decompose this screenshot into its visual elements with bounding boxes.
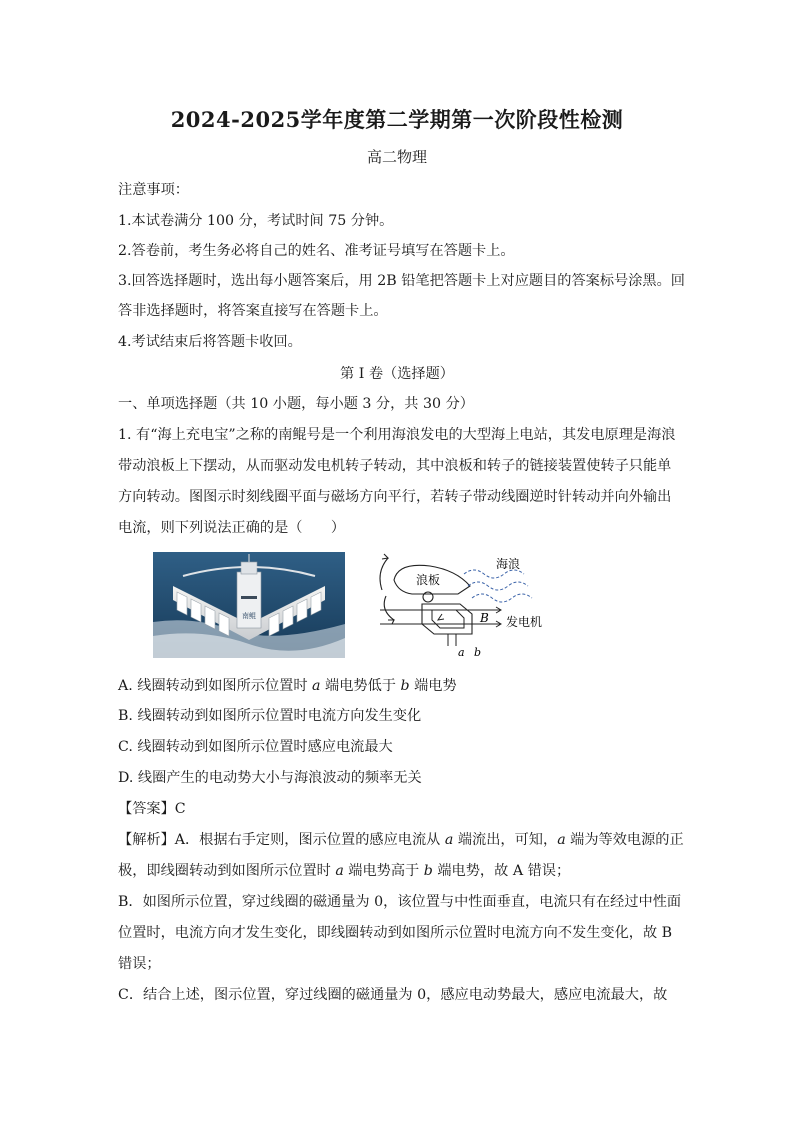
label-board: 浪板 — [416, 573, 441, 587]
subject-title: 高二物理 — [366, 148, 427, 166]
analysis-line-2: 极，即线圈转动到如图所示位置时 a 端电势高于 b 端电势，故 A 错误； — [118, 863, 571, 879]
generator-diagram — [372, 548, 562, 660]
option-c: C. 线圈转动到如图所示位置时感应电流最大 — [118, 739, 393, 755]
analysis-line-1: 【解析】A．根据右手定则，图示位置的感应电流从 a 端流出，可知，a 端为等效电源的正 — [118, 832, 684, 848]
label-B: B — [480, 611, 489, 625]
notice-item-3-cont: 答非选择题时，将答案直接写在答题卡上。 — [118, 303, 388, 319]
label-generator: 发电机 — [506, 615, 543, 629]
analysis-line-4: 位置时，电流方向才发生变化，即线圈转动到如图所示位置时电流方向不发生变化，故 B — [118, 925, 673, 941]
notice-item-2: 2.答卷前，考生务必将自己的姓名、准考证号填写在答题卡上。 — [118, 243, 515, 259]
section-title: 第 I 卷（选择题） — [340, 366, 454, 382]
label-wave: 海浪 — [496, 557, 521, 571]
analysis-line-3: B．如图所示位置，穿过线圈的磁通量为 0，该位置与中性面垂直，电流只有在经过中性面 — [118, 894, 682, 910]
question1-line-2: 带动浪板上下摆动，从而驱动发电机转子转动，其中浪板和转子的链接装置使转子只能单 — [118, 458, 672, 474]
question1-line-4: 电流，则下列说法正确的是（ ） — [118, 520, 346, 536]
analysis-line-5: 错误； — [118, 956, 161, 972]
part-title: 一、单项选择题（共 10 小题，每小题 3 分，共 30 分） — [118, 396, 474, 412]
option-b: B. 线圈转动到如图所示位置时电流方向发生变化 — [118, 708, 422, 724]
option-a: A. 线圈转动到如图所示位置时 a 端电势低于 b 端电势 — [118, 678, 457, 694]
analysis-line-6: C．结合上述，图示位置，穿过线圈的磁通量为 0，感应电动势最大，感应电流最大，故 — [118, 987, 668, 1003]
option-d: D. 线圈产生的电动势大小与海浪波动的频率无关 — [118, 770, 422, 786]
notice-item-3: 3.回答选择题时，选出每小题答案后，用 2B 铅笔把答题卡上对应题目的答案标号涂黑。回 — [118, 273, 685, 289]
ship-photo — [153, 552, 345, 658]
question1-line-3: 方向转动。图图示时刻线圈平面与磁场方向平行，若转子带动线圈逆时针转动并向外输出 — [118, 489, 672, 505]
notice-item-4: 4.考试结束后将答题卡收回。 — [118, 334, 302, 350]
page-title: 2024-2025学年度第二学期第一次阶段性检测 — [170, 107, 624, 132]
notice-heading: 注意事项： — [118, 182, 189, 198]
ship-mark-text: 南鲲 — [242, 612, 256, 620]
label-a: a — [458, 646, 465, 659]
question1-line-1: 1. 有“海上充电宝”之称的南鲲号是一个利用海浪发电的大型海上电站，其发电原理是海浪 — [118, 427, 676, 443]
notice-item-1: 1.本试卷满分 100 分，考试时间 75 分钟。 — [118, 213, 394, 229]
label-b: b — [474, 646, 482, 659]
answer: 【答案】C — [118, 801, 186, 817]
